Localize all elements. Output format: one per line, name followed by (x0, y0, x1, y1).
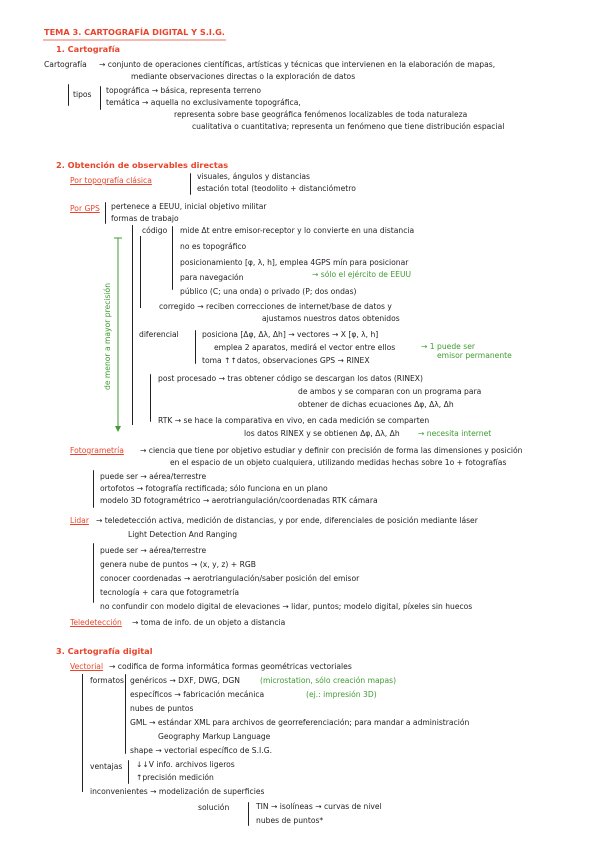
rtk-note: → necesita internet (418, 429, 492, 438)
codigo-note: → sólo el ejército de EEUU (312, 270, 412, 279)
diferencial-note-1: → 1 puede ser (421, 342, 475, 351)
ventajas-label: ventajas (90, 762, 123, 771)
codigo-item-4: para navegación (180, 273, 244, 282)
codigo-label: código (142, 226, 168, 235)
brace (172, 226, 173, 290)
post-line-1: post procesado → tras obtener código se descargan los datos (RINEX) (158, 374, 423, 383)
brace (68, 84, 69, 106)
codigo-item-2: no es topográfico (180, 242, 247, 251)
bracket-line (82, 674, 83, 792)
solucion-1: TIN → isolíneas → curvas de nivel (256, 802, 382, 811)
solucion-label: solución (198, 803, 230, 812)
diferencial-item-3: toma ↑↑datos, observaciones GPS → RINEX (202, 356, 370, 365)
page-title: TEMA 3. CARTOGRAFÍA DIGITAL Y S.I.G. (44, 27, 225, 37)
arrow-head (115, 426, 121, 432)
diferencial-item-1: posiciona [Δφ, Δλ, Δh] → vectores → X [φ, λ, h] (202, 330, 379, 339)
lidar-def: → teledetección activa, medición de distancias, y por ende, diferenciales de posición mediante láser (96, 516, 478, 525)
clasica-label: Por topografía clásica (70, 176, 152, 185)
rtk-line-2: los datos RINEX y se obtienen Δφ, Δλ, Δh (244, 429, 400, 438)
vectorial-def: → codifica de forma informática formas geométricas vectoriales (109, 662, 352, 671)
brace (190, 173, 191, 195)
gps-item-1: pertenece a EEUU, inicial objetivo militar (111, 202, 267, 211)
genericos-note: (microstation, sólo creación mapas) (260, 676, 397, 685)
corregido-line-2: ajustamos nuestros datos obtenidos (262, 314, 400, 323)
lidar-label: Lidar (70, 516, 89, 525)
foto-item-1: puede ser → aérea/terrestre (100, 472, 207, 481)
formato-nubes: nubes de puntos (130, 704, 194, 713)
gps-item-2: formas de trabajo (111, 214, 179, 223)
ventaja-1: ↓↓V info. archivos ligeros (136, 760, 235, 769)
brace (100, 86, 101, 110)
foto-item-3: modelo 3D fotogramétrico → aerotriangulación/coordenadas RTK cámara (100, 496, 378, 505)
diferencial-item-2: emplea 2 aparatos, medirá el vector entre ellos (214, 343, 396, 352)
tipos-label: tipos (73, 90, 92, 99)
lidar-item-4: tecnología + cara que fotogrametría (100, 588, 240, 597)
brace (248, 802, 249, 826)
ventaja-2: ↑precisión medición (136, 773, 214, 782)
section-2-heading: 2. Obtención de observables directas (56, 160, 229, 170)
diferencial-note-2: emisor permanente (437, 351, 512, 360)
lidar-item-3: conocer coordenadas → aerotriangulación/saber posición del emisor (100, 574, 360, 583)
foto-item-2: ortofotos → fotografía rectificada; sólo funciona en un plano (100, 484, 328, 493)
section-1-heading: 1. Cartografía (56, 44, 121, 54)
lidar-item-5: no confundir con modelo digital de elevaciones → lidar, puntos; modelo digital, píxeles sin huecos (100, 602, 473, 611)
teledeteccion-def: → toma de info. de un objeto a distancia (132, 618, 286, 627)
tematica-line-2: representa sobre base geográfica fenómenos localizables de toda naturaleza (174, 110, 468, 119)
codigo-item-5: público (C; una onda) o privado (P; dos ondas) (180, 287, 357, 296)
formato-gml: GML → estándar XML para archivos de georreferenciación; para mandar a administración (130, 718, 470, 727)
brace (125, 674, 126, 754)
lidar-item-2: genera nube de puntos → (x, y, z) + RGB (100, 560, 256, 569)
tematica-line-3: cualitativa o cuantitativa; representa un fenómeno que tiene distribución espacial (192, 122, 505, 131)
brace (128, 760, 129, 784)
fotogrametria-def-2: en el espacio de un objeto cualquiera, utilizando medidas hechas sobre 1o + fotografías (170, 458, 507, 467)
lidar-acronym: Light Detection And Ranging (128, 530, 238, 539)
codigo-item-3: posicionamiento [φ, λ, h], emplea 4GPS mín para posicionar (180, 258, 409, 267)
vectorial-label: Vectorial (70, 662, 104, 671)
teledeteccion-label: Teledetección (70, 618, 122, 627)
bracket-line (132, 225, 133, 425)
diferencial-label: diferencial (139, 330, 179, 339)
rtk-line-1: RTK → se hace la comparativa en vivo, en cada medición se comparten (158, 416, 430, 425)
cartografia-term: Cartografía (44, 60, 87, 69)
post-line-3: obtener de dichas ecuaciones Δφ, Δλ, Δh (298, 400, 454, 409)
inconvenientes-line: inconvenientes → modelización de superficies (90, 787, 265, 796)
especificos-note: (ej.: impresión 3D) (306, 690, 377, 699)
brace (105, 202, 106, 224)
corregido-line-1: corregido → reciben correcciones de internet/base de datos y (159, 302, 392, 311)
codigo-item-1: mide Δt entre emisor-receptor y lo convierte en una distancia (180, 226, 415, 235)
brace (195, 330, 196, 364)
precision-label: de menor a mayor precisión (103, 282, 112, 390)
cartografia-def-2: mediante observaciones directas o la exploración de datos (131, 72, 356, 81)
fotogrametria-def-1: → ciencia que tiene por objetivo estudiar y definir con precisión de forma las dimensiones y posición (140, 446, 523, 455)
lidar-item-1: puede ser → aérea/terrestre (100, 546, 207, 555)
solucion-2: nubes de puntos* (256, 816, 324, 825)
tipo-tematica: temática → aquella no exclusivamente topográfica, (106, 98, 301, 107)
brace (93, 470, 94, 508)
brace (150, 374, 151, 422)
clasica-item-2: estación total (teodolito + distanciómetro (197, 184, 356, 193)
cartografia-def-1: → conjunto de operaciones científicas, artísticas y técnicas que intervienen en la elaboración de mapas, (99, 60, 496, 69)
post-line-2: de ambos y se comparan con un programa para (298, 387, 482, 396)
fotogrametria-label: Fotogrametría (70, 446, 124, 455)
formato-genericos: genéricos → DXF, DWG, DGN (130, 676, 240, 685)
bracket-line (140, 236, 141, 308)
gps-label: Por GPS (70, 204, 100, 213)
formato-especificos: específicos → fabricación mecánica (130, 690, 265, 699)
tipo-topografica: topográfica → básica, representa terreno (106, 86, 261, 95)
formato-shape: shape → vectorial específico de S.I.G. (130, 746, 272, 755)
gml-acronym: Geography Markup Language (158, 732, 271, 741)
clasica-item-1: visuales, ángulos y distancias (197, 172, 310, 181)
formatos-label: formatos (90, 676, 124, 685)
section-3-heading: 3. Cartografía digital (56, 646, 153, 656)
brace (93, 543, 94, 603)
